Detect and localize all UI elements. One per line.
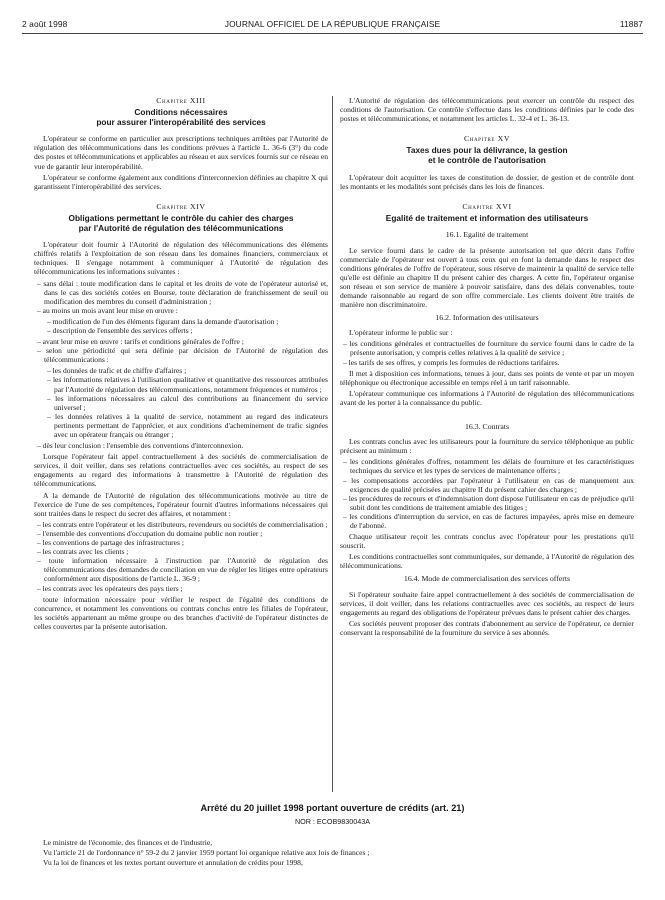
list-item: – l'ensemble des conventions d'occupation du domaine public non routier ; xyxy=(34,529,328,538)
list-item: – les conditions générales et contractuelles de fourniture du service fourni dans le cadre de la présente autorisation, y compris celles relatives à la qualité de service ; xyxy=(340,339,634,357)
paragraph: A la demande de l'Autorité de régulation des télécommunications motivée au titre de l'exercice de l'une de ses compétences, l'opérateur fournit d'autres informations nécessaires qui sont traitées dans le respect du secret des affaires, et notamment : xyxy=(34,490,328,518)
section-16-2-title: 16.2. Information des utilisateurs xyxy=(435,313,539,323)
paragraph: L'opérateur se conforme également aux conditions d'interconnexion définies au chapitre X qui garantissent l'interopérabilité des services. xyxy=(34,172,328,191)
list xyxy=(340,339,634,366)
list xyxy=(34,337,328,364)
text-line: Vu la loi de finances et les textes portant ouverture et annulation de crédits pour 1998, xyxy=(43,858,303,867)
text-line: Vu l'article 21 de l'ordonnance n° 59-2 du 2 janvier 1959 portant loi organique relative aux lois de finances ; xyxy=(43,848,370,857)
section-16-1-title: 16.1. Egalité de traitement xyxy=(445,230,529,240)
chapter-16-heading: Chapitre XVI xyxy=(462,201,512,211)
paragraph: Si l'opérateur souhaite faire appel contractuellement à des sociétés de commercialisation de services, il doit veiller, dans les relations contractuelles avec ces sociétés, au respect de leurs engagements au regard des obligations de l'opérateur prévues dans le présent cahier des charges. xyxy=(340,589,634,617)
sub-list xyxy=(34,317,328,335)
paragraph: Il met à disposition ces informations, tenues à jour, dans ses points de vente et par un moyen téléphonique ou électronique accessible en temps réel à un tarif raisonnable. xyxy=(340,368,634,387)
paragraph: Ces sociétés peuvent proposer des contrats d'abonnement au service de l'opérateur, ce dernier conservant la responsabilité de la fourniture du service à ses abonnés. xyxy=(340,618,634,637)
chapter-14-heading: Chapitre XIV xyxy=(156,201,206,211)
paragraph: L'opérateur se conforme en particulier aux prescriptions techniques arrêtées par l'Autorité de régulation des télécommunications dans les conditions prévues à l'article L. 36-6 (3°) du code des postes et télécommunications et applicables au réseau et aux services fournis sur ce réseau en vue de garantir leur interopérabilité. xyxy=(34,134,328,171)
paragraph: L'opérateur communique ces informations à l'Autorité de régulation des télécommunications avant de les porter à la connaissance du public. xyxy=(340,388,634,407)
list-item: – les tarifs de ses offres, y compris les formules de réductions tarifaires. xyxy=(340,358,634,367)
arrete-nor: NOR : ECOB9830043A xyxy=(294,817,371,826)
chapter-15-title: Taxes dues pour la délivrance, la gestion et le contrôle de l'autorisation xyxy=(406,145,568,165)
left-column xyxy=(34,96,328,633)
chapter-13-paragraphs xyxy=(34,134,328,191)
list-item: – sans délai : toute modification dans le capital et les droits de vote de l'opérateur autorisé et, dans le cas des sociétés cotées en Bourse, toute déclaration de franchissement de seuil ou modification des membres du conseil d'administration ; xyxy=(34,279,328,306)
paragraph: L'opérateur doit fournir à l'Autorité de régulation des télécommunications des éléments chiffrés relatifs à l'exploitation de son réseau dans les domaines financiers, commerciaux et techniques. Il s'engage notamment à communiquer à l'Autorité de régulation des télécommunications les informations suivantes : xyxy=(34,240,328,277)
paragraph: L'opérateur doit acquitter les taxes de constitution de dossier, de gestion et de contrôle dont les montants et les modalités sont précisés dans les lois de finances. xyxy=(340,172,634,191)
section-16-4-title: 16.4. Mode de commercialisation des services offerts xyxy=(403,574,571,584)
chapter-13-title: Conditions nécessaires pour assurer l'interopérabilité des services xyxy=(96,107,266,127)
list xyxy=(340,457,634,530)
paragraph: toute information nécessaire pour vérifier le respect de l'égalité des conditions de concurrence, et notamment les conventions ou contrats conclus entre les filiales de l'opérateur, les sociétés appartenant au même groupe ou des branches d'activité de l'opérateur distinctes de celles couvertes par la présente autorisation. xyxy=(34,594,328,631)
paragraph: Chaque utilisateur reçoit les contrats conclus avec l'opérateur pour les prestations qu'il souscrit. xyxy=(340,532,634,551)
chapter-15-heading: Chapitre XV xyxy=(463,134,511,144)
list xyxy=(34,279,328,315)
list-item: – les données relatives à la qualité de service, notamment au regard des indicateurs pertinents permettant de l'apprécier, et aux conditions d'acheminement de trafic signées avec un opérateur français ou étranger ; xyxy=(34,412,328,439)
list-item: – les contrats entre l'opérateur et les distributeurs, revendeurs ou sociétés de commercialisation ; xyxy=(34,520,328,529)
paragraph: Les contrats conclus avec les utilisateurs pour la fourniture du service téléphonique au public précisent au minimum : xyxy=(340,437,634,456)
paragraph: Lorsque l'opérateur fait appel contractuellement à des sociétés de commercialisation de services, il doit veiller, dans ses relations contractuelles avec ces sociétés, au respect de ses engagements au regard des informations à transmettre à l'Autorité de régulation des télécommunications. xyxy=(34,452,328,489)
sub-list xyxy=(34,366,328,439)
list xyxy=(34,520,328,593)
paragraph: L'opérateur informe le public sur : xyxy=(349,328,453,338)
list-item: – modification de l'un des éléments figurant dans la demande d'autorisation ; xyxy=(34,317,328,326)
text-line: Le ministre de l'économie, des finances et de l'industrie, xyxy=(43,838,213,847)
page-header xyxy=(22,19,643,33)
header-rule xyxy=(22,33,643,34)
list-item: – avant leur mise en œuvre : tarifs et conditions générales de l'offre ; xyxy=(34,337,328,346)
list-item: – les conditions générales d'offres, notamment les délais de fourniture et les caractéristiques techniques du service et les types de services de maintenance offerts ; xyxy=(340,457,634,475)
column-divider xyxy=(332,96,333,792)
list-item: – les données de trafic et de chiffre d'affaires ; xyxy=(34,366,328,375)
list-item: – les informations relatives à l'utilisation qualitative et quantitative des ressources attribuées par l'Autorité de régulation des télécommunications, notamment fréquences et numéros ; xyxy=(34,375,328,393)
list xyxy=(34,441,328,450)
list-item: – dès leur conclusion : l'ensemble des conventions d'interconnexion. xyxy=(34,441,328,450)
section-16-3-title: 16.3. Contrats xyxy=(465,422,509,432)
list-item: – les procédures de recours et d'indemnisation dont dispose l'utilisateur en cas de préjudice qu'il subit dont les conditions de traitement amiable des litiges ; xyxy=(340,494,634,512)
arrete-title: Arrêté du 20 juillet 1998 portant ouverture de crédits (art. 21) xyxy=(200,803,465,813)
list-item: – les conditions d'interruption du service, en cas de factures impayées, après mise en demeure de l'abonné. xyxy=(340,512,634,530)
list-item: – selon une périodicité qui sera définie par décision de l'Autorité de régulation des télécommunications : xyxy=(34,346,328,364)
chapter-14-title: Obligations permettant le contrôle du cahier des charges par l'Autorité de régulation des télécommunications xyxy=(68,212,294,233)
header-journal-title: JOURNAL OFFICIEL DE LA RÉPUBLIQUE FRANÇAISE xyxy=(224,19,441,29)
list-item: – description de l'ensemble des services offerts ; xyxy=(34,326,328,335)
list-item: – les contrats avec les opérateurs des pays tiers ; xyxy=(34,584,328,593)
arrete-heading xyxy=(22,803,643,826)
list-item: – les contrats avec les clients ; xyxy=(34,547,328,556)
list-item: – toute information nécessaire à l'instruction par l'Autorité de régulation des télécommunications des demandes de conciliation en vue de régler les litiges entre opérateurs conformément aux dispositions de l'article L. 36-9 ; xyxy=(34,556,328,583)
list-item: – au moins un mois avant leur mise en œuvre : xyxy=(34,306,328,315)
list-item: – les conventions de partage des infrastructures ; xyxy=(34,538,328,547)
header-page-number: 11887 xyxy=(619,19,643,29)
right-column xyxy=(340,96,634,639)
paragraph: L'Autorité de régulation des télécommunications peut exercer un contrôle du respect des conditions de l'autorisation. Ce contrôle s'effectue dans les conditions définies par le code des postes et télécommunications, et notamment les articles L. 32-4 et L. 36-13. xyxy=(340,96,634,124)
paragraph: Les conditions contractuelles sont communiquées, sur demande, à l'Autorité de régulation des télécommunications. xyxy=(340,552,634,571)
paragraph: Le service fourni dans le cadre de la présente autorisation tel que décrit dans l'offre commerciale de l'opérateur est ouvert à tous ceux qui en font la demande dans le respect des conditions générales de l'offre de l'opérateur, sous réserve de maintenir la qualité de service telle qu'elle est définie au chapitre II du présent cahier des charges. A cette fin, l'opérateur organise son réseau et son service de manière à pouvoir satisfaire, dans des délais convenables, toute demande raisonnable au regard de son offre commerciale. Les clients doivent être traités de manière non discriminatoire. xyxy=(340,245,634,310)
list-item: – les informations nécessaires au calcul des contributions au financement du service universel ; xyxy=(34,394,328,412)
list-item: – les compensations accordées par l'opérateur à l'utilisateur en cas de manquement aux exigences de qualité précisées au chapitre II du présent cahier des charges ; xyxy=(340,476,634,494)
arrete-body xyxy=(34,838,631,868)
chapter-13-heading: Chapitre XIII xyxy=(156,96,206,105)
header-date: 2 août 1998 xyxy=(22,19,68,29)
chapter-16-title: Egalité de traitement et information des utilisateurs xyxy=(385,212,589,223)
